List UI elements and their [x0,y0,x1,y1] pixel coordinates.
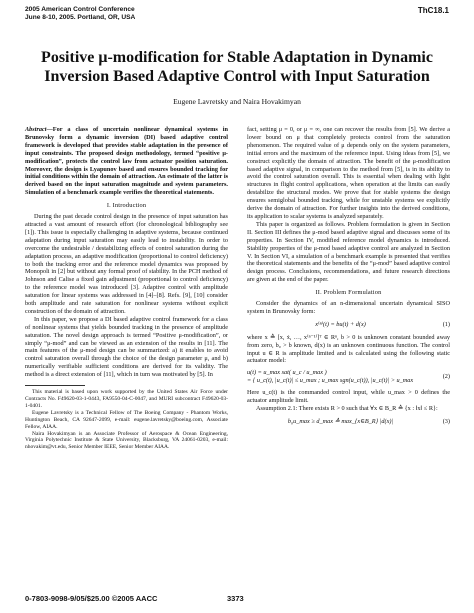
equation-2-line-2: = { u_c(t), |u_c(t)| ≤ u_max ; u_max sgn(u_c(t)), |u_c(t)| > u_max [247,377,414,385]
conference-name: 2005 American Control Conference [25,6,135,13]
abstract-label: Abstract— [25,126,53,133]
session-code: ThC18.1 [417,6,449,15]
problem-heading: II. Problem Formulation [315,289,382,297]
right-paragraph-2: This paper is organized as follows. Problem formulation is given in Section II. Section III defines the μ-mod based adaptive signal and discusses some of its properties. In Section IV, modified reference model dynamics is introduced. Stability properties of the μ-mod based adaptive control are analyzed in Section V. In Section VI, a simulation of a benchmark example is presented that verifies the theoretical statements and the benefits of the “μ-mod” based adaptive control design process. Conclusions, recommendations, and future research directions are given at the end of the paper. [247,220,450,284]
equation-1-number: (1) [442,320,450,328]
footer-isbn: 0-7803-9098-9/05/$25.00 ©2005 AACC [25,594,158,603]
equation-3 [247,418,450,426]
paper-authors: Eugene Lavretsky and Naira Hovakimyan [173,97,301,106]
problem-paragraph-1: Consider the dynamics of an n-dimensional uncertain dynamical SISO system in Brunovsky form: [247,300,450,315]
equation-1-body: x⁽ⁿ⁾(t) = bu(t) + d(x) [315,320,366,328]
conference-header [25,6,245,22]
right-column [247,126,450,431]
intro-paragraph-1: During the past decade control design in the presence of input saturation has attracted a vast amount of research effort (for chronological bibliography see [1]). This issue is especially challenging in adaptive systems, because continued adaptation during input saturation may easily lead to instability. In order to overcome the undesirable / destabilizing effects of control saturation during the adaptation process, an adaptive modification (proportional to control deficiency) to both the tracking error and the reference model dynamics was proposed by Monopoli in [2] but without any formal proof of stability. In the PCH method of Johnson and Calise a fixed gain adjustment (proportional to control deficiency) to the reference model was introduced [3]. Adaptive control with amplitude saturation for linear systems was addressed in [4]–[8]. Refs. [9], [10] consider both amplitude and rate saturation for nonlinear systems without explicit construction of the domain of attraction. [25,213,228,315]
abstract [25,126,228,197]
footnote-rule [25,385,85,386]
equation-2-number: (2) [442,373,450,381]
intro-heading: I. Introduction [106,202,147,210]
problem-paragraph-3: Here u_c(t) is the commanded control input, while u_max > 0 defines the actuator amplitude limit. [247,389,450,405]
abstract-text: For a class of uncertain nonlinear dynamical systems in Brunovsky form a dynamic inversion (DI) based adaptive control framework is developed that provides stable adaptation in the presence of input constraints. The proposed design methodology, termed “positive μ-modification”, protects the control law from actuator position saturation. Moreover, the design is Lyapunov based and ensures bounded tracking for initial conditions within the domain of attraction. An estimate of the latter is derived based on the input saturation magnitude and system parameters. Simulation of a benchmark example verifies the theoretical statements. [25,126,228,197]
left-column [25,126,228,451]
right-paragraph-1: fact, setting μ = 0, or μ = ∞, one can recover the results from [5]. We derive a lower bound on μ that completely protects control from the saturation phenomenon. The required value of μ depends only on the system parameters, initial errors and the maximum of the reference input. Using ideas from [5], we construct explicitly the domain of attraction. The benefit of the μ-modification based adaptive signal, in comparison to the method from [5], is in its ability to avoid the control saturation overall. This is essential when dealing with light structures in flight control applications, when operation at the limits can easily destabilize the structural modes. We prove that for stable systems the design ensures semiglobal bounded tracking, while for unstable systems we explicitly derive the domain of attraction. For further insights into the derived conditions, its application to scalar systems is analyzed separately. [247,126,450,220]
footnote-author-1: Eugene Lavretsky is a Technical Fellow of The Boeing Company - Phantom Works, Huntington Beach, CA 92647-2099, e-mail: eugene.lavretsky@boeing.com, Associate Fellow, AIAA. [25,409,228,430]
page-number: 3373 [227,594,244,603]
footnote-funding: This material is based upon work supported by the United States Air Force under Contracts No. F49620-03-1-0443, FA9550-04-C-0047, and MURI subcontract F49620-03-1-0401. [25,389,228,409]
problem-paragraph-2: where x ≙ [x, ẋ, …, x⁽ⁿ⁻¹⁾]ᵀ ∈ Rⁿ, b > 0 is unknown constant bounded away from zero, b₀ > b known, d(x) is an unknown continuous function. The control input u ∈ R is amplitude limited and is calculated using the following static actuator model: [247,333,450,365]
equation-2-line-1: u(t) = u_max sat( u_c / u_max ) [247,369,327,377]
intro-paragraph-2: In this paper, we propose a DI based adaptive control framework for a class of nonlinear systems that yields bounded tracking in the presence of amplitude saturation. The novel design approach is termed “Positive μ-modification”, or simply “μ-mod” and can be viewed as an extension of the results in [11]. The main features of the μ-mod design can be summarized: a) it enables to avoid control saturation overall through the choice of the design parameter μ, and b) numerically verifiable sufficient conditions are derived for its validity. The method is a direct extension of [11], which in turn was motivated by [5]. In [25,315,228,379]
paper-title: Positive μ-modification for Stable Adaptation in Dynamic Inversion Based Adaptive Control with Input Saturation [41,49,433,85]
footnote-author-2: Naira Hovakimyan is an Associate Professor of Aerospace & Ocean Engineering, Virginia Polytechnic Institute & State University, Blacksburg, VA 24061-0203, e-mail: nhovakim@vt.edu, Senior Member IEEE, Senior Member AIAA. [25,430,228,451]
equation-2 [247,369,450,385]
conference-date: June 8-10, 2005. Portland, OR, USA [25,14,136,21]
equation-1 [247,321,450,329]
equation-3-number: (3) [442,417,450,425]
equation-3-body: b₀u_max ≥ d_max ≙ max_{x∈B_R} |d(x)| [287,417,394,425]
assumption-2-1: Assumption 2.1: There exists R > 0 such that ∀x ∈ B_R ≙ {x : ‖x‖ ≤ R}: [256,405,438,412]
